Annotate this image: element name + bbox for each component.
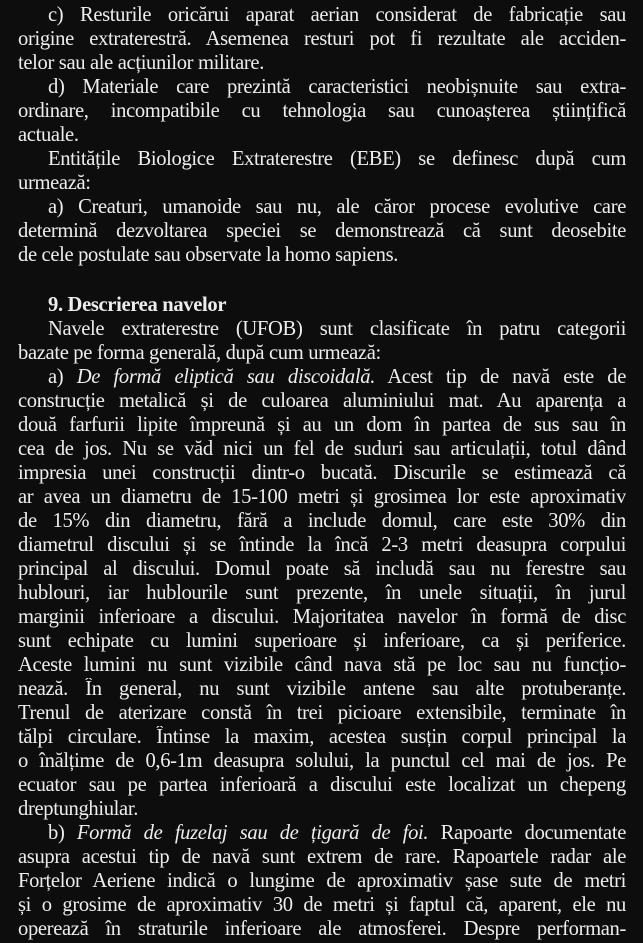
text-line: de 15% din diametru, fără a include domul, care este 30% din [18, 510, 626, 532]
text-line: d) Materiale care prezintă caracteristici neobișnuite sau extra- [48, 76, 626, 98]
category-title: De formă eliptică sau discoidală. [76, 366, 375, 388]
text-line: nează. În general, nu sunt vizibile antene sau alte protuberanțe. [18, 678, 626, 700]
text-line: o înălțime de 0,6-1m deasupra solului, la punctul cel mai de jos. Pe [18, 750, 626, 772]
category-title: Formă de fuzelaj sau de țigară de foi. [76, 822, 429, 844]
text-line: Forțelor Aeriene indică o lungime de aproximativ șase sute de metri [18, 870, 626, 892]
text-run: Rapoarte documentate [440, 822, 626, 844]
text-line: principal al discului. Domul poate să includă sau nu ferestre sau [18, 558, 626, 580]
list-marker: b) [48, 822, 65, 844]
text-line: impresia unei construcții dintr-o bucată. Discurile se estimează că [18, 462, 626, 484]
text-line-mixed [48, 366, 626, 389]
text-line: telor sau ale acțiunilor militare. [18, 52, 264, 74]
text-line: Navele extraterestre (UFOB) sunt clasificate în patru categorii [48, 318, 626, 340]
text-line: Entitățile Biologice Extraterestre (EBE) se definesc după cum [48, 148, 626, 170]
text-line: ecuator sau pe partea inferioară a discului este localizat un chepeng [18, 774, 626, 796]
text-line: sunt echipate cu lumini superioare și inferioare, ca și periferice. [18, 630, 626, 652]
text-line-mixed [48, 822, 626, 845]
text-line: ar avea un diametru de 15-100 metri și grosimea lor este aproximativ [18, 486, 626, 508]
text-line: ordinare, incompatibile cu tehnologia sau cunoașterea științifică [18, 100, 626, 122]
section-heading: 9. Descrierea navelor [48, 294, 227, 316]
text-line: c) Resturile oricărui aparat aerian considerat de fabricație sau [48, 4, 626, 26]
text-line: a) Creaturi, umanoide sau nu, ale căror procese evolutive care [48, 196, 626, 218]
text-line: hublouri, iar hublourile sunt prezente, în unele situații, în jurul [18, 582, 626, 604]
text-line: asupra acestui tip de navă sunt extrem de rare. Rapoartele radar ale [18, 846, 626, 868]
text-line: dreptunghiular. [18, 798, 139, 820]
text-run: Acest tip de navă este de [387, 366, 626, 388]
text-line: actuale. [18, 124, 79, 146]
text-line: și o grosime de aproximativ 30 de metri și faptul că, aparent, ele nu [18, 894, 626, 916]
text-line: diametrul discului și se întinde la încă 2-3 metri deasupra corpului [18, 534, 626, 556]
text-line: origine extraterestră. Asemenea resturi pot fi rezultate ale acciden- [18, 28, 626, 50]
text-line: operează în straturile inferioare ale atmosferei. Despre performan- [18, 918, 626, 940]
text-line: cea de jos. Nu se văd nici un fel de suduri sau articulații, totul dând [18, 438, 626, 460]
text-line: tălpi circulare. Întinse la maxim, acestea susțin corpul principal la [18, 726, 626, 748]
list-marker: a) [48, 366, 64, 388]
text-line: marginii inferioare a discului. Majoritatea navelor în formă de disc [18, 606, 626, 628]
text-line: două farfurii lipite împreună și au un dom în partea de sus sau în [18, 414, 626, 436]
text-line: construcție metalică și de culoarea aluminiului mat. Au aparența a [18, 390, 626, 412]
text-line: Trenul de aterizare constă în trei picioare extensibile, terminate în [18, 702, 626, 724]
text-line: determină dezvoltarea speciei se demonstrează că sunt deosebite [18, 220, 626, 242]
text-line: urmează: [18, 172, 91, 194]
text-line: de cele postulate sau observate la homo sapiens. [18, 244, 399, 266]
text-line: Aceste lumini nu sunt vizibile când nava stă pe loc sau nu funcțio- [18, 654, 626, 676]
text-line: bazate pe forma generală, după cum urmează: [18, 342, 381, 364]
